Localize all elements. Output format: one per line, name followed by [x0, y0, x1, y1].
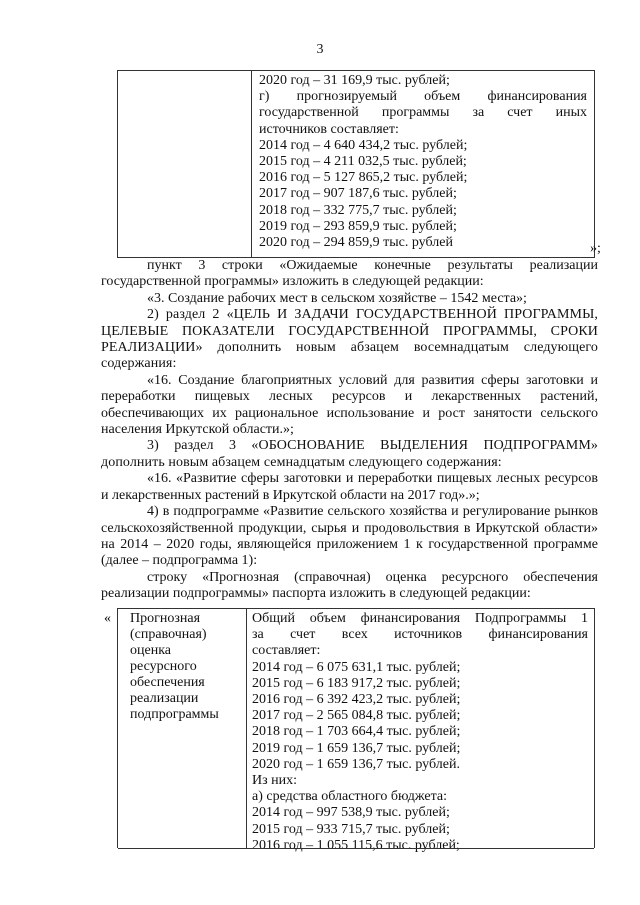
- paragraph: строку «Прогнозная (справочная) оценка ресурсного обеспечения реализации подпрограммы» паспорта изложить в следующей редакции:: [101, 569, 598, 602]
- table-line: 2019 год – 1 659 136,7 тыс. рублей;: [252, 740, 461, 756]
- table-line: 2020 год – 31 169,9 тыс. рублей;: [259, 73, 450, 88]
- row-label-line: Прогнозная: [130, 611, 201, 626]
- bottom-table-fragment: [117, 608, 595, 853]
- table-line: за счет всех источников финансирования: [252, 627, 588, 643]
- top-table-fragment: [117, 70, 595, 258]
- table-line: 2014 год – 6 075 631,1 тыс. рублей;: [252, 659, 461, 675]
- table-line: 2016 год – 5 127 865,2 тыс. рублей;: [259, 170, 468, 186]
- column-divider: [246, 609, 247, 848]
- paragraph: пункт 3 строки «Ожидаемые конечные результаты реализации государственной программы» изложить в следующей редакции:: [101, 258, 598, 290]
- bottom-table-content: [252, 611, 588, 854]
- paragraph: «16. «Развитие сферы заготовки и переработки пищевых лесных ресурсов и лекарственных растений в Иркутской области на 2017 год».»;: [101, 471, 598, 503]
- paragraph: 2) раздел 2 «ЦЕЛЬ И ЗАДАЧИ ГОСУДАРСТВЕННОЙ ПРОГРАММЫ, ЦЕЛЕВЫЕ ПОКАЗАТЕЛИ ГОСУДАРСТВЕННОЙ ПРОГРАММЫ, СРОКИ РЕАЛИЗАЦИИ» дополнить новым абзацем восемнадцатым следующего содержания:: [101, 307, 598, 372]
- table-line: источников составляет:: [259, 121, 399, 137]
- table-line: 2015 год – 4 211 032,5 тыс. рублей;: [259, 154, 467, 170]
- opening-quote-mark: «: [104, 611, 111, 626]
- row-label-line: подпрограммы: [130, 707, 219, 722]
- row-label-line: (справочная): [130, 627, 207, 642]
- page-number: 3: [316, 42, 324, 57]
- row-label-line: ресурсного: [130, 659, 197, 674]
- closing-quote-mark: »;: [590, 241, 601, 256]
- row-label: [130, 611, 240, 723]
- top-table-content: [259, 73, 587, 251]
- table-line: 2019 год – 293 859,9 тыс. рублей;: [259, 218, 457, 234]
- table-line: 2018 год – 1 703 664,4 тыс. рублей;: [252, 724, 461, 740]
- body-text: [101, 258, 598, 603]
- table-line: государственной программы за счет иных: [259, 105, 587, 121]
- paragraph: «3. Создание рабочих мест в сельском хозяйстве – 1542 места»;: [147, 290, 527, 306]
- table-line: Из них:: [252, 773, 298, 789]
- table-line: 2020 год – 294 859,9 тыс. рублей: [259, 235, 453, 251]
- table-line: 2014 год – 4 640 434,2 тыс. рублей;: [259, 137, 468, 153]
- paragraph: 3) раздел 3 «ОБОСНОВАНИЕ ВЫДЕЛЕНИЯ ПОДПРОГРАММ» дополнить новым абзацем семнадцатым следующего содержания:: [101, 438, 598, 470]
- table-line: г) прогнозируемый объем финансирования: [259, 89, 587, 105]
- table-line: 2016 год – 1 055 115,6 тыс. рублей;: [252, 837, 460, 853]
- table-line: 2017 год – 2 565 084,8 тыс. рублей;: [252, 708, 461, 724]
- table-line: Общий объем финансирования Подпрограммы 1: [252, 611, 588, 626]
- table-line: 2016 год – 6 392 423,2 тыс. рублей;: [252, 692, 461, 708]
- row-label-line: обеспечения: [130, 675, 205, 690]
- table-line: составляет:: [252, 643, 321, 659]
- table-bottom-border: [118, 848, 594, 849]
- table-line: а) средства областного бюджета:: [252, 789, 447, 805]
- table-line: 2014 год – 997 538,9 тыс. рублей;: [252, 805, 450, 821]
- table-line: 2015 год – 6 183 917,2 тыс. рублей;: [252, 675, 461, 691]
- table-line: 2015 год – 933 715,7 тыс. рублей;: [252, 821, 450, 837]
- paragraph: «16. Создание благоприятных условий для развития сферы заготовки и переработки пищевых лесных ресурсов и лекарственных растений, обеспечивающих их рациональное использование и рост занятости сельского населения Иркутской области.»;: [101, 372, 598, 438]
- row-label-line: оценка: [130, 643, 172, 658]
- row-label-line: реализации: [130, 691, 199, 706]
- paragraph: 4) в подпрограмме «Развитие сельского хозяйства и регулирование рынков сельскохозяйственной продукции, сырья и продовольствия в Иркутской области» на 2014 – 2020 годы, являющейся приложением 1 к государственной программе (далее – подпрограмма 1):: [101, 504, 598, 569]
- table-line: 2017 год – 907 187,6 тыс. рублей;: [259, 186, 457, 202]
- table-line: 2018 год – 332 775,7 тыс. рублей;: [259, 202, 457, 218]
- column-divider: [251, 71, 252, 257]
- table-line: 2020 год – 1 659 136,7 тыс. рублей.: [252, 756, 460, 772]
